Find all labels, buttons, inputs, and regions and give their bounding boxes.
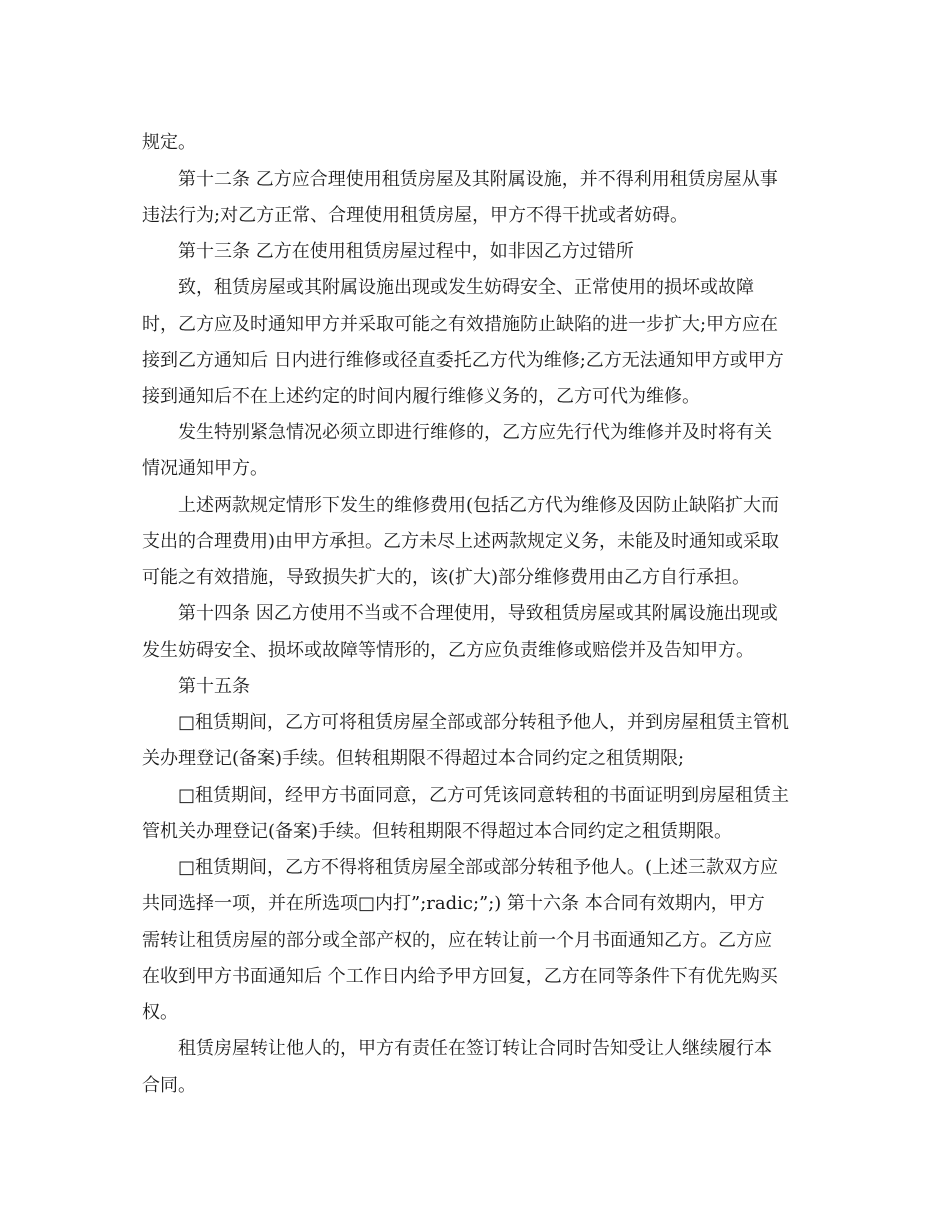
text-line: 发生特别紧急情况必须立即进行维修的，乙方应先行代为维修并及时将有关 <box>178 422 772 443</box>
text-line: 违法行为;对乙方正常、合理使用租赁房屋，甲方不得干扰或者妨碍。 <box>142 205 689 226</box>
text-line: 合同。 <box>142 1075 196 1096</box>
text-line: 接到乙方通知后 日内进行维修或径直委托乙方代为维修;乙方无法通知甲方或甲方 <box>142 350 784 371</box>
text-line: 权。 <box>142 1002 178 1023</box>
text-line: 共同选择一项，并在所选项□内打”;radic;”;) 第十六条 本合同有效期内，甲方 <box>142 893 765 914</box>
text-line: 规定。 <box>142 132 196 153</box>
text-line: □租赁期间，经甲方书面同意，乙方可凭该同意转租的书面证明到房屋租赁主 <box>178 785 790 806</box>
text-line: 可能之有效措施，导致损失扩大的，该(扩大)部分维修费用由乙方自行承担。 <box>142 567 751 588</box>
text-line: 接到通知后不在上述约定的时间内履行维修义务的，乙方可代为维修。 <box>142 386 700 407</box>
text-line: 发生妨碍安全、损坏或故障等情形的，乙方应负责维修或赔偿并及告知甲方。 <box>142 640 754 661</box>
text-line: 管机关办理登记(备案)手续。但转租期限不得超过本合同约定之租赁期限。 <box>142 821 733 842</box>
text-line: 需转让租赁房屋的部分或全部产权的，应在转让前一个月书面通知乙方。乙方应 <box>142 930 772 951</box>
text-line: 在收到甲方书面通知后 个工作日内给予甲方回复，乙方在同等条件下有优先购买 <box>142 966 778 987</box>
text-line: 情况通知甲方。 <box>142 458 268 479</box>
text-line: 租赁房屋转让他人的，甲方有责任在签订转让合同时告知受让人继续履行本 <box>178 1038 772 1059</box>
text-line: 第十五条 <box>178 676 250 697</box>
text-line: 时，乙方应及时通知甲方并采取可能之有效措施防止缺陷的进一步扩大;甲方应在 <box>142 314 779 335</box>
text-line: 关办理登记(备案)手续。但转租期限不得超过本合同约定之租赁期限; <box>142 748 685 769</box>
text-line: 第十四条 因乙方使用不当或不合理使用，导致租赁房屋或其附属设施出现或 <box>178 603 778 624</box>
text-line: 支出的合理费用)由甲方承担。乙方未尽上述两款规定义务，未能及时通知或采取 <box>142 531 780 552</box>
text-line: □租赁期间，乙方不得将租赁房屋全部或部分转租予他人。(上述三款双方应 <box>178 857 779 878</box>
text-line: 第十二条 乙方应合理使用租赁房屋及其附属设施，并不得利用租赁房屋从事 <box>178 169 778 190</box>
text-line: 第十三条 乙方在使用租赁房屋过程中，如非因乙方过错所 <box>178 241 634 262</box>
text-line: □租赁期间，乙方可将租赁房屋全部或部分转租予他人，并到房屋租赁主管机 <box>178 712 790 733</box>
text-line: 上述两款规定情形下发生的维修费用(包括乙方代为维修及因防止缺陷扩大而 <box>178 495 780 516</box>
text-line: 致，租赁房屋或其附属设施出现或发生妨碍安全、正常使用的损坏或故障 <box>178 277 754 298</box>
